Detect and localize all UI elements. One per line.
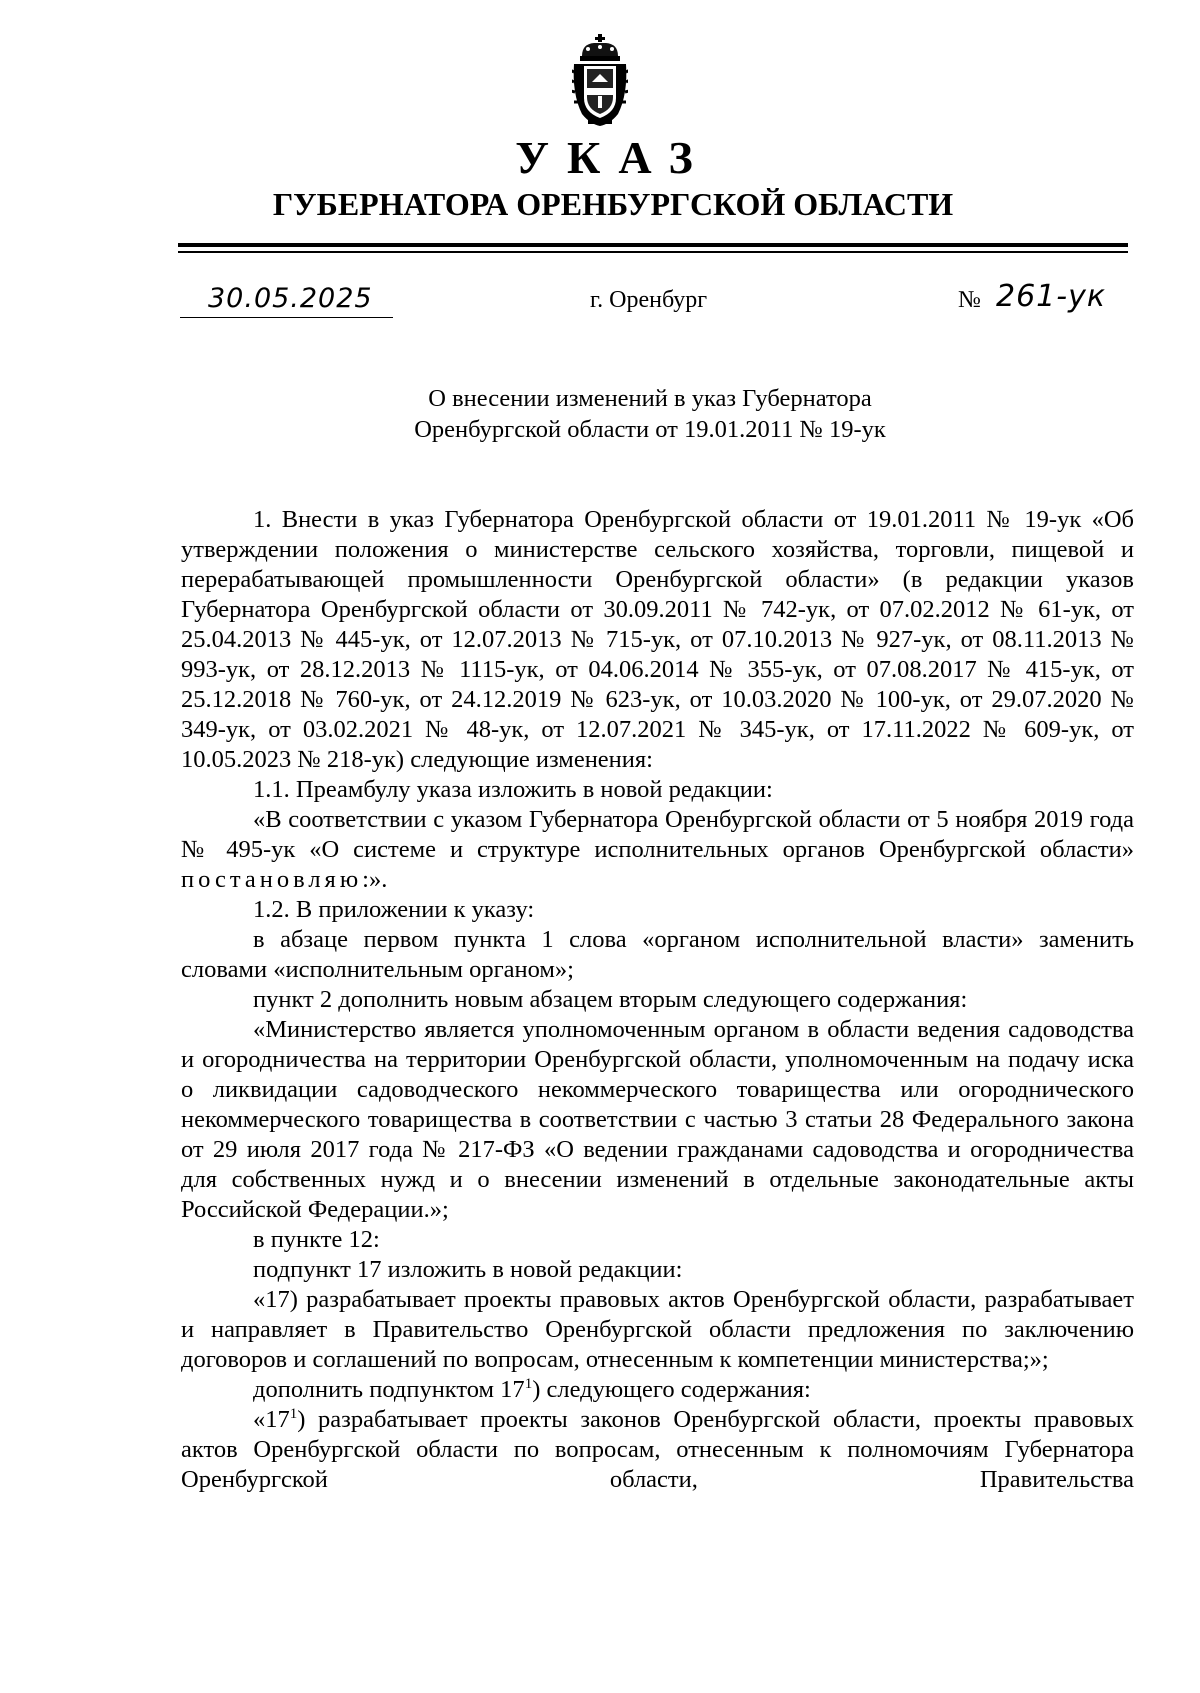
header-rule-thin: [178, 251, 1128, 253]
paragraph-9: подпункт 17 изложить в новой редакции:: [253, 1256, 683, 1283]
document-title: УКАЗ: [515, 132, 711, 183]
paragraph-4: 1.2. В приложении к указу:: [253, 896, 535, 923]
paragraph-11-text: дополнить подпунктом 17: [253, 1376, 525, 1403]
paragraph-6: пункт 2 дополнить новым абзацем вторым следующего содержания:: [253, 986, 968, 1013]
paragraph-10: «17) разрабатывает проекты правовых актов Оренбургской области, разрабатывает и направляет в Правительство Оренбургской области предложения по заключению договоров и соглашений по вопросам, отнесенным к компетенции министерства;»;: [181, 1286, 1134, 1373]
document-number: 261-ук: [996, 279, 1106, 314]
paragraph-1: 1. Внести в указ Губернатора Оренбургской области от 19.01.2011 № 19-ук «Об утверждении положения о министерстве сельского хозяйства, торговли, пищевой и перерабатывающей промышленности Оренбургской области» (в редакции указов Губернатора Оренбургской области от 30.09.2011 № 742-ук, от 07.02.2012 № 61-ук, от 25.04.2013 № 445-ук, от 12.07.2013 № 715-ук, от 07.10.2013 № 927-ук, от 08.11.2013 № 993-ук, от 28.12.2013 № 1115-ук, от 04.06.2014 № 355-ук, от 07.08.2017 № 415-ук, от 25.12.2018 № 760-ук, от 24.12.2019 № 623-ук, от 10.03.2020 № 100-ук, от 29.07.2020 № 349-ук, от 03.02.2021 № 48-ук, от 12.07.2021 № 345-ук, от 17.11.2022 № 609-ук, от 10.05.2023 № 218-ук) следующие изменения:: [181, 506, 1134, 773]
paragraph-3-text: «В соответствии с указом Губернатора Оренбургской области от 5 ноября 2019 года № 495-ук «О системе и структуре исполнительных органов Оренбургской области»: [181, 806, 1134, 863]
document-heading: [320, 383, 980, 445]
paragraph-11-end: ) следующего содержания:: [532, 1376, 811, 1403]
coat-of-arms-icon: [572, 34, 628, 128]
paragraph-11: [181, 1375, 1134, 1405]
heading-line-2: Оренбургской области от 19.01.2011 № 19-ук: [414, 416, 886, 443]
paragraph-8: в пункте 12:: [253, 1226, 380, 1253]
paragraph-12: [181, 1405, 1134, 1495]
paragraph-2: 1.1. Преамбулу указа изложить в новой редакции:: [253, 776, 773, 803]
document-city: г. Оренбург: [590, 287, 708, 313]
paragraph-3-spaced: постановляю: [181, 866, 363, 893]
paragraph-7: «Министерство является уполномоченным органом в области ведения садоводства и огородничества на территории Оренбургской области, уполномоченным на подачу иска о ликвидации садоводческого некоммерческого товарищества или огороднического некоммерческого товарищества в соответствии с частью 3 статьи 28 Федерального закона от 29 июля 2017 года № 217-ФЗ «О ведении гражданами садоводства и огородничества для собственных нужд и о внесении изменений в отдельные законодательные акты Российской Федерации.»;: [181, 1016, 1134, 1223]
document-date: 30.05.2025: [208, 283, 373, 314]
paragraph-5: в абзаце первом пункта 1 слова «органом исполнительной власти» заменить словами «исполнительным органом»;: [181, 926, 1134, 983]
paragraph-11-sup: 1: [524, 1375, 533, 1392]
document-number-label: №: [958, 287, 981, 313]
paragraph-12-text: ) разрабатывает проекты законов Оренбургской области, проекты правовых актов Оренбургской области по вопросам, отнесенным к полномочиям Губернатора Оренбургской области, Правительства: [181, 1406, 1134, 1493]
paragraph-3: [181, 805, 1134, 895]
paragraph-3-end: :».: [362, 866, 388, 893]
header-rule-thick: [178, 243, 1128, 247]
document-body: [181, 505, 1134, 1495]
paragraph-12-sup: 1: [289, 1405, 298, 1422]
paragraph-12-start: «17: [253, 1406, 290, 1433]
heading-line-1: О внесении изменений в указ Губернатора: [428, 385, 872, 412]
document-subtitle: ГУБЕРНАТОРА ОРЕНБУРГСКОЙ ОБЛАСТИ: [272, 186, 954, 222]
